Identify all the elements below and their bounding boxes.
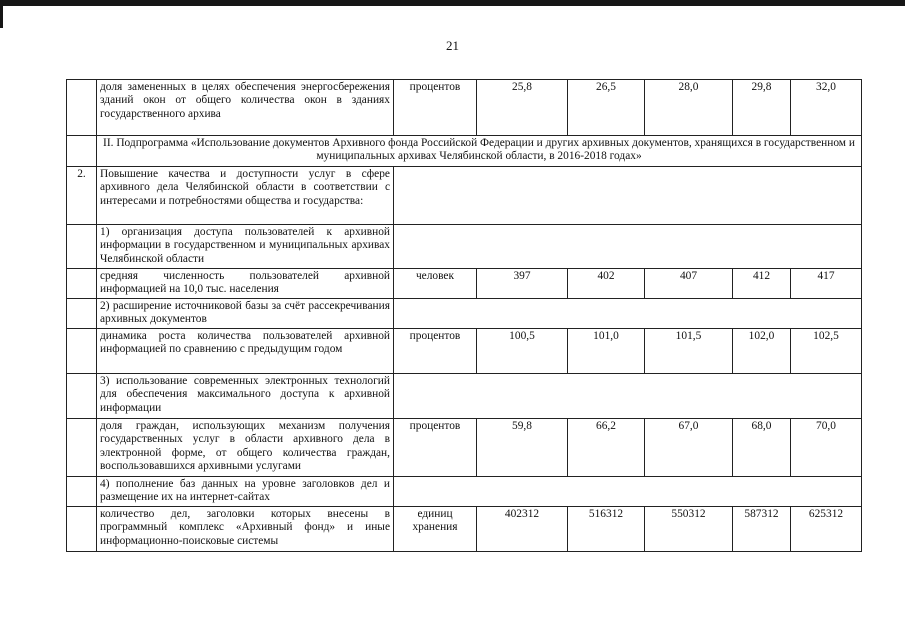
row-index: 2. — [67, 167, 97, 225]
unit-cell: человек — [394, 269, 477, 299]
empty-cell — [394, 477, 862, 507]
unit-cell: единиц хранения — [394, 507, 477, 552]
empty-cell — [394, 225, 862, 269]
value-cell: 550312 — [645, 507, 733, 552]
value-cell: 587312 — [733, 507, 791, 552]
value-cell: 102,5 — [791, 329, 862, 374]
value-cell: 516312 — [568, 507, 645, 552]
corner-mark — [0, 6, 3, 28]
table-row — [67, 225, 862, 269]
value-cell: 70,0 — [791, 419, 862, 477]
value-cell: 397 — [477, 269, 568, 299]
empty-cell — [394, 167, 862, 225]
row-index — [67, 507, 97, 552]
task-text: 2) расширение источниковой базы за счёт рассекречивания архивных документов — [97, 299, 394, 329]
indicator-text: доля замененных в целях обеспечения энергосбережения зданий окон от общего количества окон в зданиях государственного архива — [97, 80, 394, 136]
table-row — [67, 477, 862, 507]
empty-cell — [394, 299, 862, 329]
indicator-text: динамика роста количества пользователей архивной информацией по сравнению с предыдущим годом — [97, 329, 394, 374]
value-cell: 101,0 — [568, 329, 645, 374]
value-cell: 66,2 — [568, 419, 645, 477]
table-row — [67, 269, 862, 299]
table-row — [67, 299, 862, 329]
indicators-table — [66, 79, 862, 552]
table-row — [67, 419, 862, 477]
row-index — [67, 80, 97, 136]
row-index — [67, 299, 97, 329]
table-row — [67, 167, 862, 225]
row-index — [67, 419, 97, 477]
row-index — [67, 329, 97, 374]
top-border — [0, 0, 905, 6]
page-number: 21 — [446, 38, 459, 53]
value-cell: 417 — [791, 269, 862, 299]
task-text: 4) пополнение баз данных на уровне заголовков дел и размещение их на интернет-сайтах — [97, 477, 394, 507]
value-cell: 29,8 — [733, 80, 791, 136]
subprogram-title: II. Подпрограмма «Использование документов Архивного фонда Российской Федерации и других архивных документов, хранящихся в государственном и муниципальных архивах Челябинской области, в 2016-2018 годах» — [97, 136, 862, 167]
value-cell: 68,0 — [733, 419, 791, 477]
indicator-text: средняя численность пользователей архивной информацией на 10,0 тыс. населения — [97, 269, 394, 299]
unit-cell: процентов — [394, 329, 477, 374]
value-cell: 25,8 — [477, 80, 568, 136]
goal-text: Повышение качества и доступности услуг в сфере архивного дела Челябинской области в соответствии с интересами и потребностями общества и государства: — [97, 167, 394, 225]
task-text: 1) организация доступа пользователей к архивной информации в государственном и муниципальных архивах Челябинской области — [97, 225, 394, 269]
unit-cell: процентов — [394, 419, 477, 477]
value-cell: 412 — [733, 269, 791, 299]
unit-cell: процентов — [394, 80, 477, 136]
row-index — [67, 269, 97, 299]
value-cell: 101,5 — [645, 329, 733, 374]
row-index — [67, 374, 97, 419]
value-cell: 402312 — [477, 507, 568, 552]
value-cell: 67,0 — [645, 419, 733, 477]
value-cell: 402 — [568, 269, 645, 299]
indicator-text: доля граждан, использующих механизм получения государственных услуг в области архивного дела в электронной форме, от общего количества граждан, воспользовавшихся архивными услугами — [97, 419, 394, 477]
value-cell: 32,0 — [791, 80, 862, 136]
table-row — [67, 136, 862, 167]
indicator-text: количество дел, заголовки которых внесены в программный комплекс «Архивный фонд» и иные информационно-поисковые системы — [97, 507, 394, 552]
row-index — [67, 225, 97, 269]
value-cell: 59,8 — [477, 419, 568, 477]
row-index — [67, 477, 97, 507]
value-cell: 26,5 — [568, 80, 645, 136]
table-row — [67, 80, 862, 136]
value-cell: 102,0 — [733, 329, 791, 374]
table-row — [67, 374, 862, 419]
value-cell: 407 — [645, 269, 733, 299]
row-index — [67, 136, 97, 167]
task-text: 3) использование современных электронных технологий для обеспечения максимального доступа к архивной информации — [97, 374, 394, 419]
empty-cell — [394, 374, 862, 419]
table-row — [67, 329, 862, 374]
value-cell: 28,0 — [645, 80, 733, 136]
value-cell: 625312 — [791, 507, 862, 552]
value-cell: 100,5 — [477, 329, 568, 374]
table-row — [67, 507, 862, 552]
